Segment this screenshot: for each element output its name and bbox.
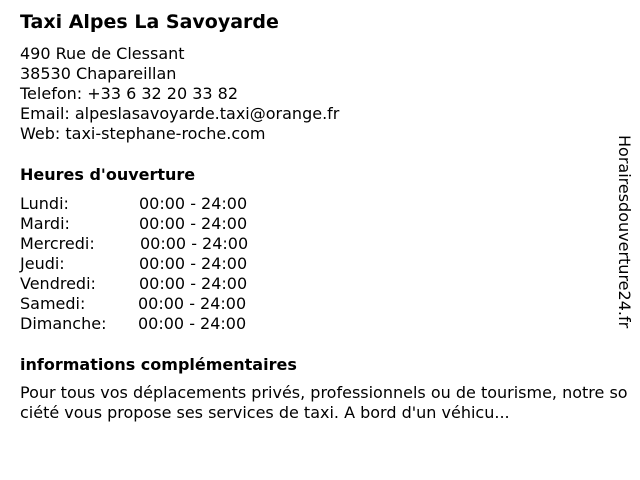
info-description: Pour tous vos déplacements privés, professionnels ou de tourisme, notre société vous propose ses services de taxi. A bord d'un véhicu... [20, 383, 628, 422]
time-value: 00:00 - 24:00 [139, 194, 248, 213]
day-label: Mercredi: [20, 234, 95, 253]
day-label: Samedi: [20, 294, 86, 313]
contact-block [20, 44, 339, 144]
time-value: 00:00 - 24:00 [139, 274, 248, 293]
time-value: 00:00 - 24:00 [138, 294, 247, 313]
hours-heading: Heures d'ouverture [20, 165, 196, 184]
day-label: Dimanche: [20, 314, 107, 333]
phone-line: Telefon: +33 6 32 20 33 82 [20, 84, 239, 103]
watermark-text: Horairesdouverture24.fr [615, 135, 634, 329]
time-value: 00:00 - 24:00 [139, 214, 248, 233]
email-line: Email: alpeslasavoyarde.taxi@orange.fr [20, 104, 340, 123]
day-label: Mardi: [20, 214, 70, 233]
day-label: Jeudi: [20, 254, 65, 273]
info-heading: informations complémentaires [20, 355, 297, 374]
time-value: 00:00 - 24:00 [139, 254, 248, 273]
address-city: 38530 Chapareillan [20, 64, 177, 83]
day-label: Lundi: [20, 194, 69, 213]
web-line: Web: taxi-stephane-roche.com [20, 124, 266, 143]
day-label: Vendredi: [20, 274, 96, 293]
watermark-label [614, 135, 634, 345]
address-street: 490 Rue de Clessant [20, 44, 185, 63]
time-value: 00:00 - 24:00 [138, 314, 247, 333]
time-value: 00:00 - 24:00 [140, 234, 249, 253]
business-name: Taxi Alpes La Savoyarde [20, 11, 279, 33]
